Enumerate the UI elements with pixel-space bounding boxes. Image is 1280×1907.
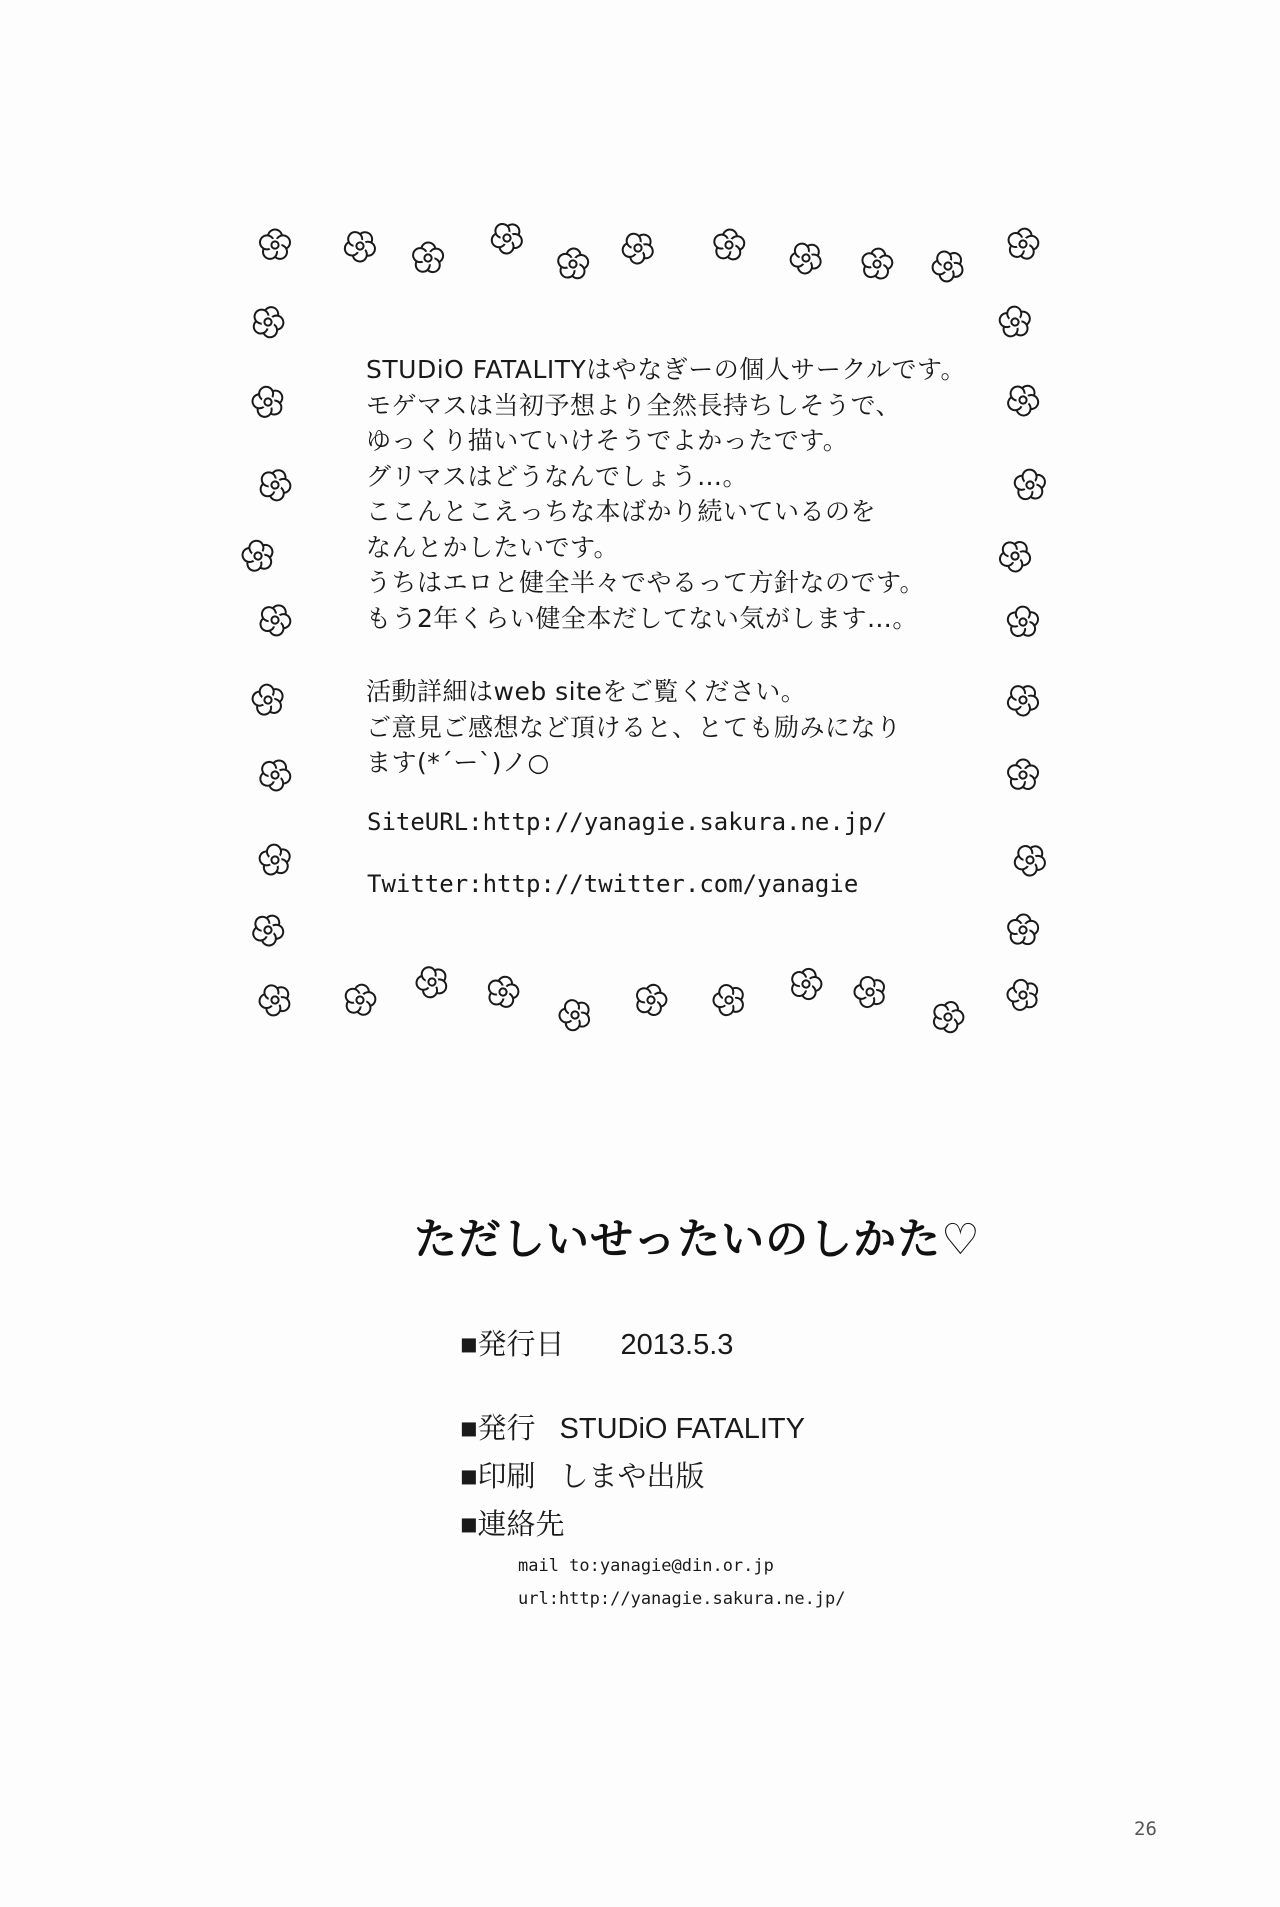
- flower-icon: [249, 680, 289, 720]
- book-title: ただしいせったいのしかた♡: [414, 1215, 981, 1265]
- flower-icon: [787, 965, 825, 1002]
- publisher-value: STUDiO FATALITY: [559, 1413, 805, 1445]
- publisher-row: [460, 1406, 846, 1446]
- flower-icon: [555, 994, 597, 1036]
- printer-row: [460, 1454, 846, 1494]
- flower-icon: [487, 217, 529, 259]
- flower-icon: [255, 754, 295, 794]
- contact-url: url:http://yanagie.sakura.ne.jp/: [518, 1589, 846, 1609]
- flower-icon: [850, 971, 891, 1012]
- page-number: 26: [1134, 1818, 1157, 1840]
- contact-mail: mail to:yanagie@din.or.jp: [518, 1556, 774, 1576]
- flower-icon: [260, 230, 290, 259]
- message-line: グリマスはどうなんでしょう…。: [366, 461, 749, 491]
- flower-icon: [1007, 914, 1038, 945]
- message-line: なんとかしたいです。: [366, 532, 620, 562]
- message-line: 活動詳細はweb siteをご覧ください。: [366, 677, 807, 706]
- contact-details: [518, 1550, 846, 1616]
- flower-icon: [248, 381, 289, 422]
- flower-icon: [1005, 603, 1043, 641]
- flower-icon: [485, 973, 521, 1009]
- flower-icon: [248, 909, 289, 949]
- message-line: ここんとこえっちな本ばかり続いているのを: [366, 497, 877, 526]
- message-line: ご意見ご感想など頂けると、とても励みになり: [366, 712, 902, 742]
- issue-date-value: 2013.5.3: [620, 1329, 734, 1361]
- site-url: SiteURL:http://yanagie.sakura.ne.jp/: [367, 808, 888, 836]
- flower-icon: [255, 599, 295, 639]
- flower-icon: [1010, 839, 1052, 881]
- flower-icon: [713, 228, 746, 260]
- flower-icon: [860, 247, 894, 280]
- flower-icon: [786, 236, 828, 278]
- message-line: うちはエロと健全半々でやるって方針なのです。: [366, 568, 926, 597]
- message-line: ます(*´ー`)ノ○: [366, 748, 550, 777]
- flower-icon: [1008, 759, 1039, 789]
- message-line: ゆっくり描いていけそうでよかったです。: [366, 426, 849, 455]
- flower-icon: [618, 226, 660, 268]
- flower-icon: [412, 961, 454, 1003]
- flower-icon: [557, 247, 589, 278]
- flower-icon: [239, 535, 279, 575]
- flower-icon: [1012, 465, 1050, 504]
- flower-icon: [342, 982, 377, 1017]
- issue-date-label: ■発行日: [460, 1329, 565, 1361]
- printer-value: しまや出版: [559, 1461, 705, 1493]
- twitter-url: Twitter:http://twitter.com/yanagie: [367, 870, 859, 898]
- message-paragraph-2: [366, 674, 966, 781]
- flower-icon: [1003, 379, 1044, 420]
- flower-icon: [1003, 974, 1044, 1015]
- flower-icon: [249, 302, 288, 340]
- flower-icon: [255, 978, 297, 1020]
- contact-label: ■連絡先: [460, 1509, 565, 1541]
- flower-icon: [929, 997, 967, 1035]
- flower-icon: [413, 242, 444, 272]
- flower-icon: [256, 840, 295, 880]
- message-line: モゲマスは当初予想より全然長持ちしそうで、: [366, 390, 902, 420]
- flower-icon: [709, 979, 751, 1021]
- message-line: もう2年くらい健全本だしてない気がします…。: [366, 603, 918, 633]
- flower-icon: [1003, 679, 1045, 720]
- flower-icon: [995, 535, 1036, 576]
- colophon: [460, 1322, 846, 1616]
- flower-icon: [256, 465, 295, 504]
- circle-message: [366, 352, 966, 781]
- flower-icon: [340, 225, 382, 267]
- publisher-label: ■発行: [460, 1413, 536, 1445]
- links-block: [367, 808, 887, 898]
- issue-date-row: [460, 1322, 846, 1362]
- contact-row: [460, 1502, 846, 1542]
- flower-icon: [996, 302, 1035, 341]
- flower-icon: [1006, 226, 1041, 260]
- flower-icon: [633, 981, 670, 1018]
- message-line: STUDiO FATALITYはやなぎーの個人サークルです。: [366, 355, 967, 384]
- flower-icon: [928, 244, 970, 286]
- printer-label: ■印刷: [460, 1461, 536, 1493]
